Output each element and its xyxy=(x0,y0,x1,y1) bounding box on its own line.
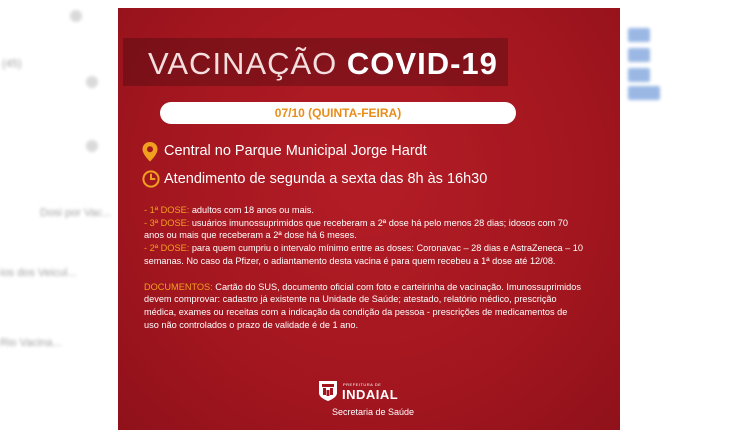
background-badge xyxy=(628,48,650,62)
title-bold: COVID-19 xyxy=(346,46,498,81)
logo-city-name: INDAIAL xyxy=(342,387,399,402)
date-pill: 07/10 (QUINTA-FEIRA) xyxy=(160,102,516,124)
poster-body xyxy=(144,204,584,331)
dose3-label: - 3ª DOSE: xyxy=(144,217,190,228)
dose1-paragraph xyxy=(144,204,584,217)
background-text: (45) xyxy=(2,58,22,70)
background-dot-icon xyxy=(86,140,98,152)
documents-text: Cartão do SUS, documento oficial com foto e carteirinha de vacinação. Imunossuprimidos devem comprovar: cadastro já existente na Unidade de Saúde; atestado, relatório médico, prescrição médica, exames ou receitas com a indicação da condição da pessoa - prescrições de medicamentos de uso não controlados o prazo de validade é de 1 ano. xyxy=(144,281,581,330)
location-text: Central no Parque Municipal Jorge Hardt xyxy=(164,143,427,159)
dose2-label: - 2ª DOSE: xyxy=(144,243,190,254)
background-badge xyxy=(628,28,650,42)
indaial-logo xyxy=(318,378,428,428)
documents-label: DOCUMENTOS: xyxy=(144,281,213,292)
logo-department: Secretaria de Saúde xyxy=(331,407,415,417)
dose1-label: - 1ª DOSE: xyxy=(144,205,190,215)
dose1-text: adultos com 18 anos ou mais. xyxy=(189,205,314,215)
background-dot-icon xyxy=(86,76,98,88)
background-page-right xyxy=(620,0,750,430)
documents-paragraph xyxy=(144,281,584,332)
location-pin-icon xyxy=(142,142,158,162)
clock-icon xyxy=(142,170,160,188)
dose2-paragraph xyxy=(144,242,584,267)
hours-text: Atendimento de segunda a sexta das 8h às 16h30 xyxy=(164,171,488,187)
dose2-text: para quem cumpriu o intervalo mínimo entre as doses: Coronavac – 28 dias e AstraZeneca – 10 semanas. No caso da Pfizer, o adiantamento desta vacina é para quem recebeu a 1ª dose até 12/08. xyxy=(144,243,584,266)
background-text: Dosi por Vac... xyxy=(40,207,112,219)
background-page-left xyxy=(0,0,118,430)
background-dot-icon xyxy=(70,10,82,22)
logo-small-text: PREFEITURA DE xyxy=(343,382,382,387)
background-badge xyxy=(628,86,660,100)
title-light: VACINAÇÃO xyxy=(148,46,338,81)
background-text: ios dos Veicul... xyxy=(0,267,77,279)
background-text: Rio Vacina... xyxy=(0,337,62,349)
background-badge xyxy=(628,68,650,82)
city-emblem-icon xyxy=(318,380,338,402)
dose3-text: usuários imunossuprimidos que receberam a 2ª dose há pelo menos 28 dias; idosos com 70 anos ou mais que receberam a 2ª dose há 6 meses. xyxy=(144,217,569,241)
poster-title xyxy=(148,46,498,82)
vaccination-poster xyxy=(118,8,620,430)
dose3-paragraph xyxy=(144,217,584,242)
